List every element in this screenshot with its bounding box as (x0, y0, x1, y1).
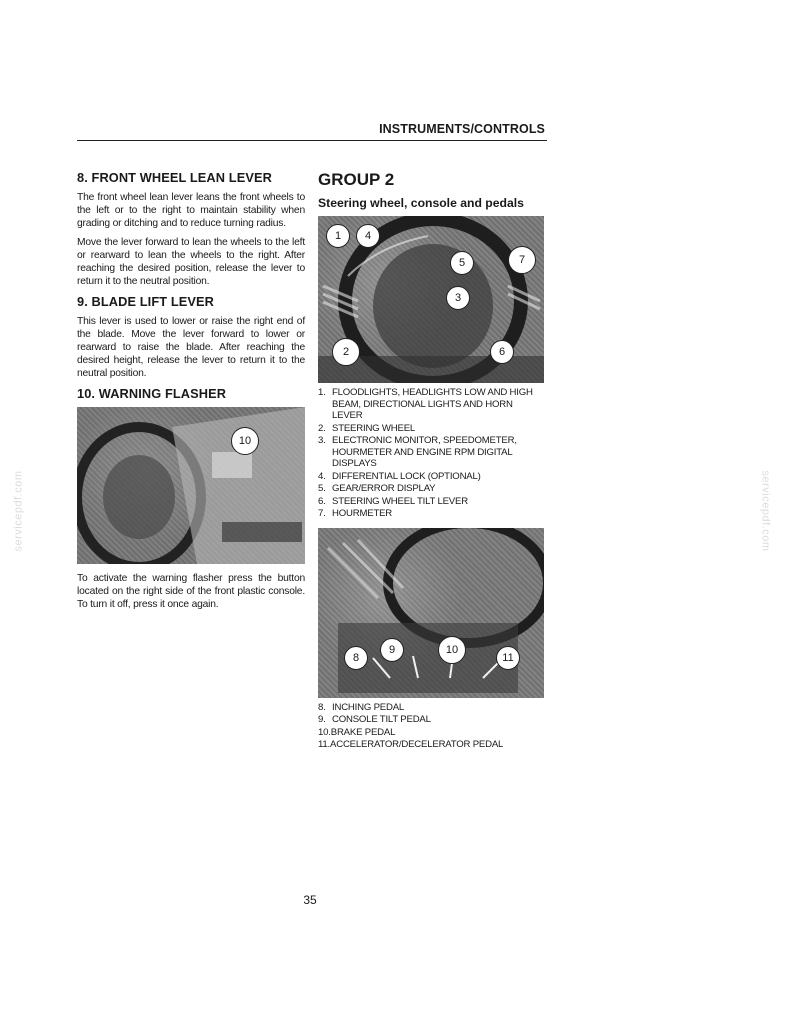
watermark-left: servicepdf.com (12, 470, 25, 552)
legend-pedals (318, 702, 544, 751)
legend-item (318, 702, 544, 714)
legend-text: INCHING PEDAL (332, 701, 405, 713)
callout-6: 6 (490, 340, 514, 364)
header-title: INSTRUMENTS/CONTROLS (379, 122, 545, 136)
legend-num: 10. (318, 726, 331, 738)
legend-num: 7. (318, 508, 326, 519)
warning-flasher-photo (77, 407, 305, 564)
right-column (318, 170, 544, 752)
legend-num: 2. (318, 422, 326, 434)
legend-num: 5. (318, 483, 326, 494)
callout-10: 10 (231, 427, 259, 455)
legend-num: 4. (318, 470, 326, 482)
group-title: GROUP 2 (318, 170, 395, 189)
warning-flasher-scene (77, 407, 305, 564)
legend-text: GEAR/ERROR DISPLAY (332, 483, 436, 494)
callout-10-pedals: 10 (438, 636, 466, 664)
legend-text: ELECTRONIC MONITOR, SPEEDOMETER, HOURMETER AND ENGINE RPM DIGITAL DISPLAYS (332, 435, 517, 469)
legend-item (318, 435, 544, 470)
legend-num: 1. (318, 387, 326, 398)
legend-item (318, 471, 544, 483)
legend-text: STEERING WHEEL (332, 422, 416, 434)
pedals-photo (318, 528, 544, 698)
section-10-title: 10. WARNING FLASHER (77, 386, 227, 401)
callout-3: 3 (446, 286, 470, 310)
callout-2: 2 (332, 338, 360, 366)
legend-item (318, 714, 544, 726)
callout-8: 8 (344, 646, 368, 670)
callout-5-top: 5 (450, 251, 474, 275)
page-number: 35 (303, 893, 317, 907)
section-9-paragraph-1: This lever is used to lower or raise the right end of the blade. Move the lever forward to lower or rearward to raise the blade. After reaching the desired height, release the lever to return it to the neutral position. (77, 316, 305, 379)
section-10-paragraph-1: To activate the warning flasher press the button located on the right side of the front plastic console. To turn it off, press it once again. (77, 573, 305, 610)
legend-text: HOURMETER (332, 508, 393, 519)
steering-console-photo (318, 216, 544, 383)
callout-1: 1 (326, 224, 350, 248)
legend-num: 11. (318, 739, 331, 750)
left-column (77, 170, 305, 617)
legend-item (318, 423, 544, 435)
pedals-scene (318, 528, 544, 698)
legend-item (318, 387, 544, 422)
legend-num: 6. (318, 495, 326, 507)
callout-11: 11 (496, 646, 520, 670)
section-8-paragraph-1: The front wheel lean lever leans the front wheels to the left or to the right to maintain stability when grading or ditching and to reduce turning radius. (77, 192, 305, 229)
legend-text: DIFFERENTIAL LOCK (OPTIONAL) (332, 470, 481, 482)
callout-9: 9 (380, 638, 404, 662)
legend-item (318, 496, 544, 508)
legend-text: STEERING WHEEL TILT LEVER (332, 495, 468, 507)
section-8-paragraph-2: Move the lever forward to lean the wheels to the left or rearward to lean the wheels to the right. After reaching the desired position, release the lever to return it to the neutral position. (77, 237, 305, 287)
watermark-right: servicepdf.com (759, 470, 772, 552)
legend-group-2 (318, 387, 544, 520)
legend-item (318, 508, 544, 520)
legend-text: ACCELERATOR/DECELERATOR PEDAL (330, 739, 504, 750)
callout-4: 4 (356, 224, 380, 248)
legend-item (318, 739, 544, 751)
section-9-title: 9. BLADE LIFT LEVER (77, 294, 214, 309)
legend-num: 9. (318, 714, 326, 725)
legend-item (318, 483, 544, 495)
section-8-title: 8. FRONT WHEEL LEAN LEVER (77, 170, 272, 185)
legend-text: CONSOLE TILT PEDAL (332, 714, 431, 725)
group-subtitle: Steering wheel, console and pedals (318, 196, 524, 210)
legend-num: 8. (318, 701, 326, 713)
legend-text: BRAKE PEDAL (330, 726, 396, 738)
legend-text: FLOODLIGHTS, HEADLIGHTS LOW AND HIGH BEAM, DIRECTIONAL LIGHTS AND HORN LEVER (332, 387, 533, 421)
header-rule (77, 140, 547, 141)
callout-7: 7 (508, 246, 536, 274)
legend-item (318, 727, 544, 739)
legend-num: 3. (318, 435, 326, 446)
